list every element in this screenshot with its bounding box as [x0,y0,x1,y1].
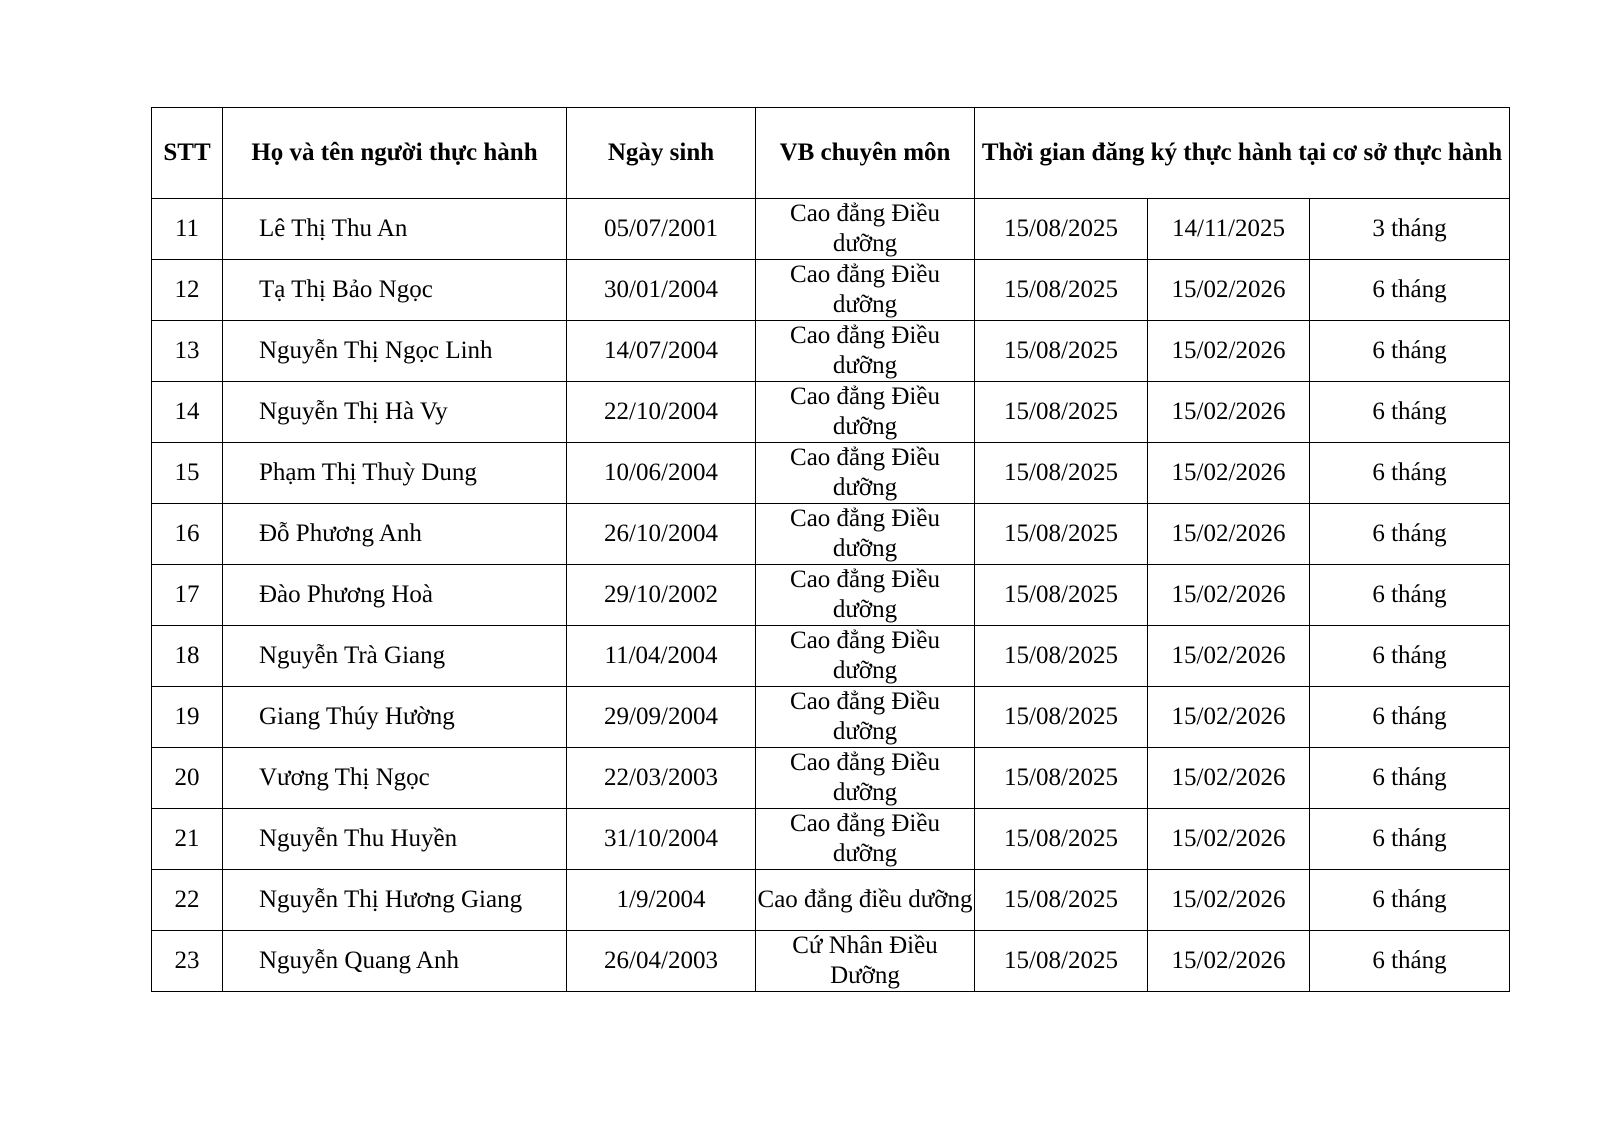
cell-stt: 11 [152,199,223,260]
cell-dob: 14/07/2004 [567,321,756,382]
cell-duration: 6 tháng [1310,260,1510,321]
cell-dob: 22/10/2004 [567,382,756,443]
cell-stt: 22 [152,870,223,931]
header-stt: STT [152,108,223,199]
cell-start-date: 15/08/2025 [975,321,1148,382]
cell-dob: 29/10/2002 [567,565,756,626]
cell-duration: 6 tháng [1310,870,1510,931]
cell-duration: 6 tháng [1310,931,1510,992]
cell-duration: 6 tháng [1310,687,1510,748]
cell-dob: 26/10/2004 [567,504,756,565]
cell-dob: 22/03/2003 [567,748,756,809]
cell-end-date: 15/02/2026 [1148,504,1310,565]
cell-duration: 6 tháng [1310,626,1510,687]
table-row [152,504,1510,565]
cell-degree: Cao đẳng Điều dưỡng [756,565,975,626]
cell-duration: 3 tháng [1310,199,1510,260]
cell-degree: Cao đẳng Điều dưỡng [756,199,975,260]
cell-duration: 6 tháng [1310,443,1510,504]
cell-name: Giang Thúy Hường [223,687,567,748]
table-row [152,748,1510,809]
cell-start-date: 15/08/2025 [975,199,1148,260]
cell-stt: 21 [152,809,223,870]
cell-degree: Cao đẳng Điều dưỡng [756,809,975,870]
cell-end-date: 15/02/2026 [1148,382,1310,443]
table-row [152,931,1510,992]
cell-start-date: 15/08/2025 [975,504,1148,565]
cell-stt: 19 [152,687,223,748]
cell-name: Nguyễn Thị Hà Vy [223,382,567,443]
cell-duration: 6 tháng [1310,382,1510,443]
table-row [152,809,1510,870]
cell-degree: Cứ Nhân Điều Dưỡng [756,931,975,992]
cell-end-date: 15/02/2026 [1148,260,1310,321]
cell-degree: Cao đẳng Điều dưỡng [756,443,975,504]
cell-duration: 6 tháng [1310,565,1510,626]
header-row [152,108,1510,199]
cell-name: Vương Thị Ngọc [223,748,567,809]
table-row [152,443,1510,504]
cell-name: Đỗ Phương Anh [223,504,567,565]
cell-degree: Cao đẳng Điều dưỡng [756,321,975,382]
cell-stt: 12 [152,260,223,321]
header-period: Thời gian đăng ký thực hành tại cơ sở thực hành [975,108,1510,199]
cell-degree: Cao đẳng Điều dưỡng [756,626,975,687]
cell-start-date: 15/08/2025 [975,931,1148,992]
cell-stt: 20 [152,748,223,809]
cell-stt: 23 [152,931,223,992]
cell-stt: 18 [152,626,223,687]
cell-start-date: 15/08/2025 [975,870,1148,931]
cell-start-date: 15/08/2025 [975,382,1148,443]
practitioner-table [151,107,1510,992]
cell-end-date: 15/02/2026 [1148,565,1310,626]
table-row [152,626,1510,687]
cell-end-date: 15/02/2026 [1148,809,1310,870]
cell-name: Nguyễn Thu Huyền [223,809,567,870]
cell-name: Lê Thị Thu An [223,199,567,260]
cell-dob: 1/9/2004 [567,870,756,931]
cell-stt: 13 [152,321,223,382]
cell-name: Nguyễn Quang Anh [223,931,567,992]
cell-end-date: 15/02/2026 [1148,748,1310,809]
cell-start-date: 15/08/2025 [975,260,1148,321]
table-row [152,687,1510,748]
table-row [152,565,1510,626]
cell-stt: 14 [152,382,223,443]
cell-dob: 05/07/2001 [567,199,756,260]
cell-duration: 6 tháng [1310,748,1510,809]
cell-degree: Cao đẳng Điều dưỡng [756,260,975,321]
cell-stt: 15 [152,443,223,504]
cell-start-date: 15/08/2025 [975,687,1148,748]
cell-name: Phạm Thị Thuỳ Dung [223,443,567,504]
cell-dob: 26/04/2003 [567,931,756,992]
cell-degree: Cao đẳng Điều dưỡng [756,748,975,809]
cell-end-date: 14/11/2025 [1148,199,1310,260]
cell-dob: 11/04/2004 [567,626,756,687]
header-name: Họ và tên người thực hành [223,108,567,199]
table-row [152,199,1510,260]
cell-start-date: 15/08/2025 [975,748,1148,809]
cell-start-date: 15/08/2025 [975,809,1148,870]
cell-end-date: 15/02/2026 [1148,931,1310,992]
cell-dob: 10/06/2004 [567,443,756,504]
table-row [152,321,1510,382]
cell-dob: 29/09/2004 [567,687,756,748]
cell-degree: Cao đẳng Điều dưỡng [756,687,975,748]
cell-degree: Cao đẳng điều dưỡng [756,870,975,931]
cell-start-date: 15/08/2025 [975,443,1148,504]
cell-end-date: 15/02/2026 [1148,321,1310,382]
cell-duration: 6 tháng [1310,504,1510,565]
cell-start-date: 15/08/2025 [975,565,1148,626]
cell-end-date: 15/02/2026 [1148,687,1310,748]
cell-end-date: 15/02/2026 [1148,443,1310,504]
cell-end-date: 15/02/2026 [1148,870,1310,931]
table-row [152,260,1510,321]
cell-name: Nguyễn Thị Ngọc Linh [223,321,567,382]
header-degree: VB chuyên môn [756,108,975,199]
cell-start-date: 15/08/2025 [975,626,1148,687]
cell-stt: 16 [152,504,223,565]
cell-dob: 30/01/2004 [567,260,756,321]
cell-name: Nguyễn Thị Hương Giang [223,870,567,931]
cell-end-date: 15/02/2026 [1148,626,1310,687]
cell-name: Nguyễn Trà Giang [223,626,567,687]
table-row [152,382,1510,443]
header-dob: Ngày sinh [567,108,756,199]
cell-dob: 31/10/2004 [567,809,756,870]
cell-name: Tạ Thị Bảo Ngọc [223,260,567,321]
cell-duration: 6 tháng [1310,321,1510,382]
cell-degree: Cao đẳng Điều dưỡng [756,504,975,565]
cell-degree: Cao đẳng Điều dưỡng [756,382,975,443]
cell-name: Đào Phương Hoà [223,565,567,626]
table-body [152,199,1510,992]
table-row [152,870,1510,931]
cell-duration: 6 tháng [1310,809,1510,870]
cell-stt: 17 [152,565,223,626]
